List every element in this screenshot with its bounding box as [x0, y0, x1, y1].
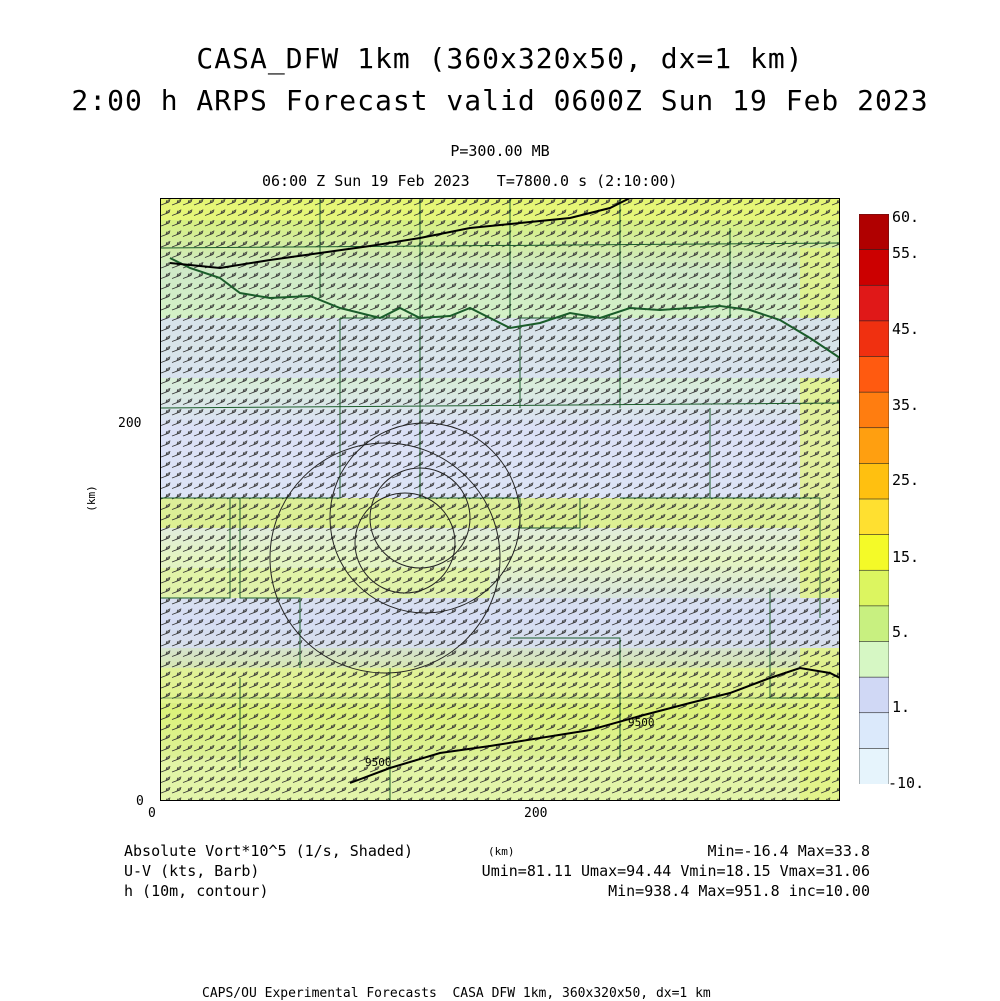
legend-wind: U-V (kts, Barb) — [124, 862, 260, 880]
colorbar-label-neg10: -10. — [888, 774, 925, 792]
stats-height: Min=938.4 Max=951.8 inc=10.00 — [608, 882, 870, 900]
colorbar-swatch — [859, 321, 889, 357]
credit-line: CAPS/OU Experimental Forecasts CASA DFW 1km, 360x320x50, dx=1 km — [202, 986, 711, 1001]
contour-label-2: 9500 — [365, 756, 392, 769]
title-line-1: CASA_DFW 1km (360x320x50, dx=1 km) — [196, 42, 804, 75]
colorbar-swatch — [859, 357, 889, 393]
title-line-2: 2:00 h ARPS Forecast valid 0600Z Sun 19 Feb 2023 — [71, 84, 929, 117]
legend-height: h (10m, contour) — [124, 882, 269, 900]
colorbar-swatch — [859, 535, 889, 571]
y-axis-unit: (km) — [84, 485, 98, 512]
colorbar-label-55: 55. — [892, 244, 920, 262]
y-tick-0: 0 — [136, 794, 144, 809]
contour-label-1: 9500 — [628, 716, 655, 729]
colorbar-swatch — [859, 285, 889, 321]
colorbar-label-5: 5. — [892, 623, 911, 641]
colorbar-swatch — [859, 463, 889, 499]
pressure-level: P=300.00 MB — [450, 142, 550, 160]
map-plot — [160, 198, 840, 801]
time-line: 06:00 Z Sun 19 Feb 2023 T=7800.0 s (2:10:00) — [262, 172, 678, 190]
colorbar-swatches — [859, 214, 889, 784]
stats-wind: Umin=81.11 Umax=94.44 Vmin=18.15 Vmax=31.06 — [481, 862, 870, 880]
x-axis-unit: (km) — [488, 845, 515, 858]
colorbar-label-60: 60. — [892, 208, 920, 226]
colorbar-swatch — [859, 642, 889, 678]
colorbar-swatch — [859, 428, 889, 464]
colorbar-label-45: 45. — [892, 320, 920, 338]
colorbar-swatch — [859, 713, 889, 749]
colorbar-label-15: 15. — [892, 548, 920, 566]
colorbar-label-35: 35. — [892, 396, 920, 414]
x-tick-200: 200 — [524, 806, 548, 821]
colorbar-swatch — [859, 606, 889, 642]
colorbar-swatch — [859, 214, 889, 250]
stats-vorticity: Min=-16.4 Max=33.8 — [707, 842, 870, 860]
y-tick-200: 200 — [118, 416, 142, 431]
colorbar-swatch — [859, 748, 889, 784]
x-tick-0: 0 — [148, 806, 156, 821]
colorbar-label-1: 1. — [892, 698, 911, 716]
colorbar-swatch — [859, 499, 889, 535]
colorbar — [859, 214, 889, 788]
colorbar-swatch — [859, 250, 889, 286]
colorbar-label-25: 25. — [892, 471, 920, 489]
colorbar-swatch — [859, 677, 889, 713]
colorbar-swatch — [859, 570, 889, 606]
legend-vorticity: Absolute Vort*10^5 (1/s, Shaded) — [124, 842, 413, 860]
colorbar-swatch — [859, 392, 889, 428]
